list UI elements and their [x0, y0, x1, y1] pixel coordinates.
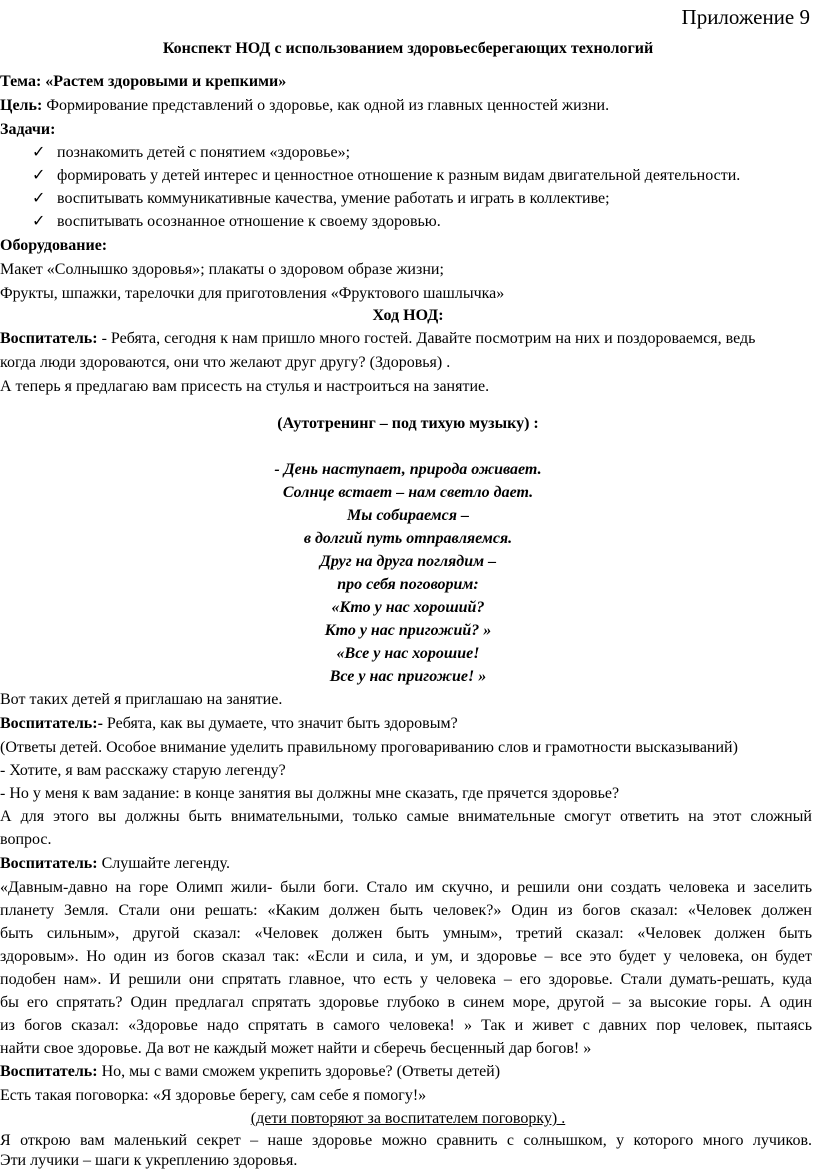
checkmark-icon: ✓: [32, 167, 46, 184]
task-item: воспитывать осознанное отношение к своему здоровью.: [57, 213, 441, 230]
after-poem-line: Вот таких детей я приглашаю на занятие.: [0, 691, 283, 708]
secret-line: Я открою вам маленький секрет – наше здоровье можно сравнить с солнышком, у которого много лучиков.: [0, 1132, 812, 1149]
teacher-label: Воспитатель:-: [0, 715, 103, 732]
legend-line: бы его спрятать? Один предлагал спрятать здоровье глубоко в синем море, другой – за высокие горы. А один: [0, 994, 812, 1011]
tasks-label: Задачи:: [0, 121, 56, 138]
teacher-line: [0, 1061, 500, 1082]
legend-line: найти свое здоровье. Да вот не каждый может найти и сберечь бесценный дар богов! »: [0, 1040, 592, 1057]
goal-label: Цель:: [0, 97, 43, 114]
repeat-note: (дети повторяют за воспитателем поговорку) .: [250, 1110, 566, 1127]
teacher-speech: Слушайте легенду.: [97, 855, 230, 872]
legend-line: подобен нам». И решили они спрятать главное, что есть у человека – его здоровье. Стали думать-решать, куда: [0, 971, 812, 988]
document-title: Конспект НОД с использованием здоровьесберегающих технологий: [162, 40, 654, 57]
teacher-speech-cont: А теперь я предлагаю вам присесть на стулья и настроиться на занятие.: [0, 378, 490, 395]
task-item: воспитывать коммуникативные качества, умение работать и играть в коллективе;: [57, 190, 610, 207]
legend-line: быть сильным», другой сказал: «Человек должен быть умным», третий сказал: «Человек должен быть: [0, 925, 812, 942]
equipment-label: Оборудование:: [0, 237, 108, 254]
attention-line: А для этого вы должны быть внимательными, только самые внимательные смогут ответить на этот сложный: [0, 808, 812, 825]
poem-line: «Все у нас хорошие!: [336, 645, 480, 662]
legend-line: планету Земля. Стали они решать: «Каким должен быть человек?» Один из богов сказал: «Человек должен: [0, 902, 812, 919]
goal-line: [0, 95, 609, 116]
task-item: познакомить детей с понятием «здоровье»;: [57, 144, 351, 161]
teacher-speech-cont: когда люди здороваются, они что желают друг другу? (Здоровья) .: [0, 354, 451, 371]
teacher-line: [0, 853, 230, 874]
poem-line: Друг на друга поглядим –: [319, 553, 497, 570]
task-item: формировать у детей интерес и ценностное отношение к разным видам двигательной деятельности.: [57, 167, 741, 184]
legend-line: здоровым». Но один из богов сказал так: «Если и сила, и ум, и здоровье – все это будет у человека, он будет: [0, 948, 812, 965]
equipment-line: Фрукты, шпажки, тарелочки для приготовления «Фруктового шашлычка»: [0, 285, 505, 302]
legend-line: «Давным-давно на горе Олимп жили- были боги. Стало им скучно, и решили они создать человека и заселить: [0, 879, 812, 896]
equipment-line: Макет «Солнышко здоровья»; плакаты о здоровом образе жизни;: [0, 261, 444, 278]
teacher-speech: Ребята, как вы думаете, что значит быть здоровым?: [102, 715, 458, 732]
checkmark-icon: ✓: [32, 144, 46, 161]
teacher-line: [0, 328, 755, 349]
teacher-line: [0, 713, 458, 734]
legend-question: - Хотите, я вам расскажу старую легенду?: [0, 762, 286, 779]
teacher-label: Воспитатель:: [0, 855, 98, 872]
autotraining-title: (Аутотренинг – под тихую музыку) :: [277, 415, 539, 432]
poem-line: Солнце встает – нам светло дает.: [282, 484, 534, 501]
attention-line: вопрос.: [0, 831, 52, 848]
poem-line: - День наступает, природа оживает.: [274, 461, 542, 478]
poem-line: Мы собираемся –: [347, 507, 469, 524]
saying-line: Есть такая поговорка: «Я здоровье берегу, сам себе я помогу!»: [0, 1087, 427, 1104]
poem-line: в долгий путь отправляемся.: [303, 530, 513, 547]
checkmark-icon: ✓: [32, 190, 46, 207]
legend-line: из богов сказал: «Здоровье надо спрятать в самого человека! » Так и живет с давних пор человек, пытаясь: [0, 1017, 812, 1034]
course-title: Ход НОД:: [372, 307, 444, 324]
teacher-speech: Но, мы с вами сможем укрепить здоровье? (Ответы детей): [97, 1063, 501, 1080]
theme-line: Тема: «Растем здоровыми и крепкими»: [0, 73, 287, 90]
poem-line: про себя поговорим:: [337, 576, 479, 593]
teacher-label: Воспитатель:: [0, 1063, 98, 1080]
children-answers-note: (Ответы детей. Особое внимание уделить правильному проговариванию слов и грамотности высказываний): [0, 739, 738, 756]
teacher-speech: - Ребята, сегодня к нам пришло много гостей. Давайте посмотрим на них и поздороваемся, ведь: [97, 330, 756, 347]
poem-line: «Кто у нас хороший?: [331, 599, 485, 616]
checkmark-icon: ✓: [32, 213, 46, 230]
poem-line: Кто у нас пригожий? »: [324, 622, 492, 639]
poem-line: Все у нас пригожие! »: [329, 668, 487, 685]
secret-line: Эти лучики – шаги к укреплению здоровья.: [0, 1152, 298, 1169]
task-question: - Но у меня к вам задание: в конце занятия вы должны мне сказать, где прячется здоровье?: [0, 785, 620, 802]
goal-text: Формирование представлений о здоровье, как одной из главных ценностей жизни.: [42, 97, 610, 114]
teacher-label: Воспитатель:: [0, 330, 98, 347]
appendix-label: Приложение 9: [681, 5, 810, 29]
